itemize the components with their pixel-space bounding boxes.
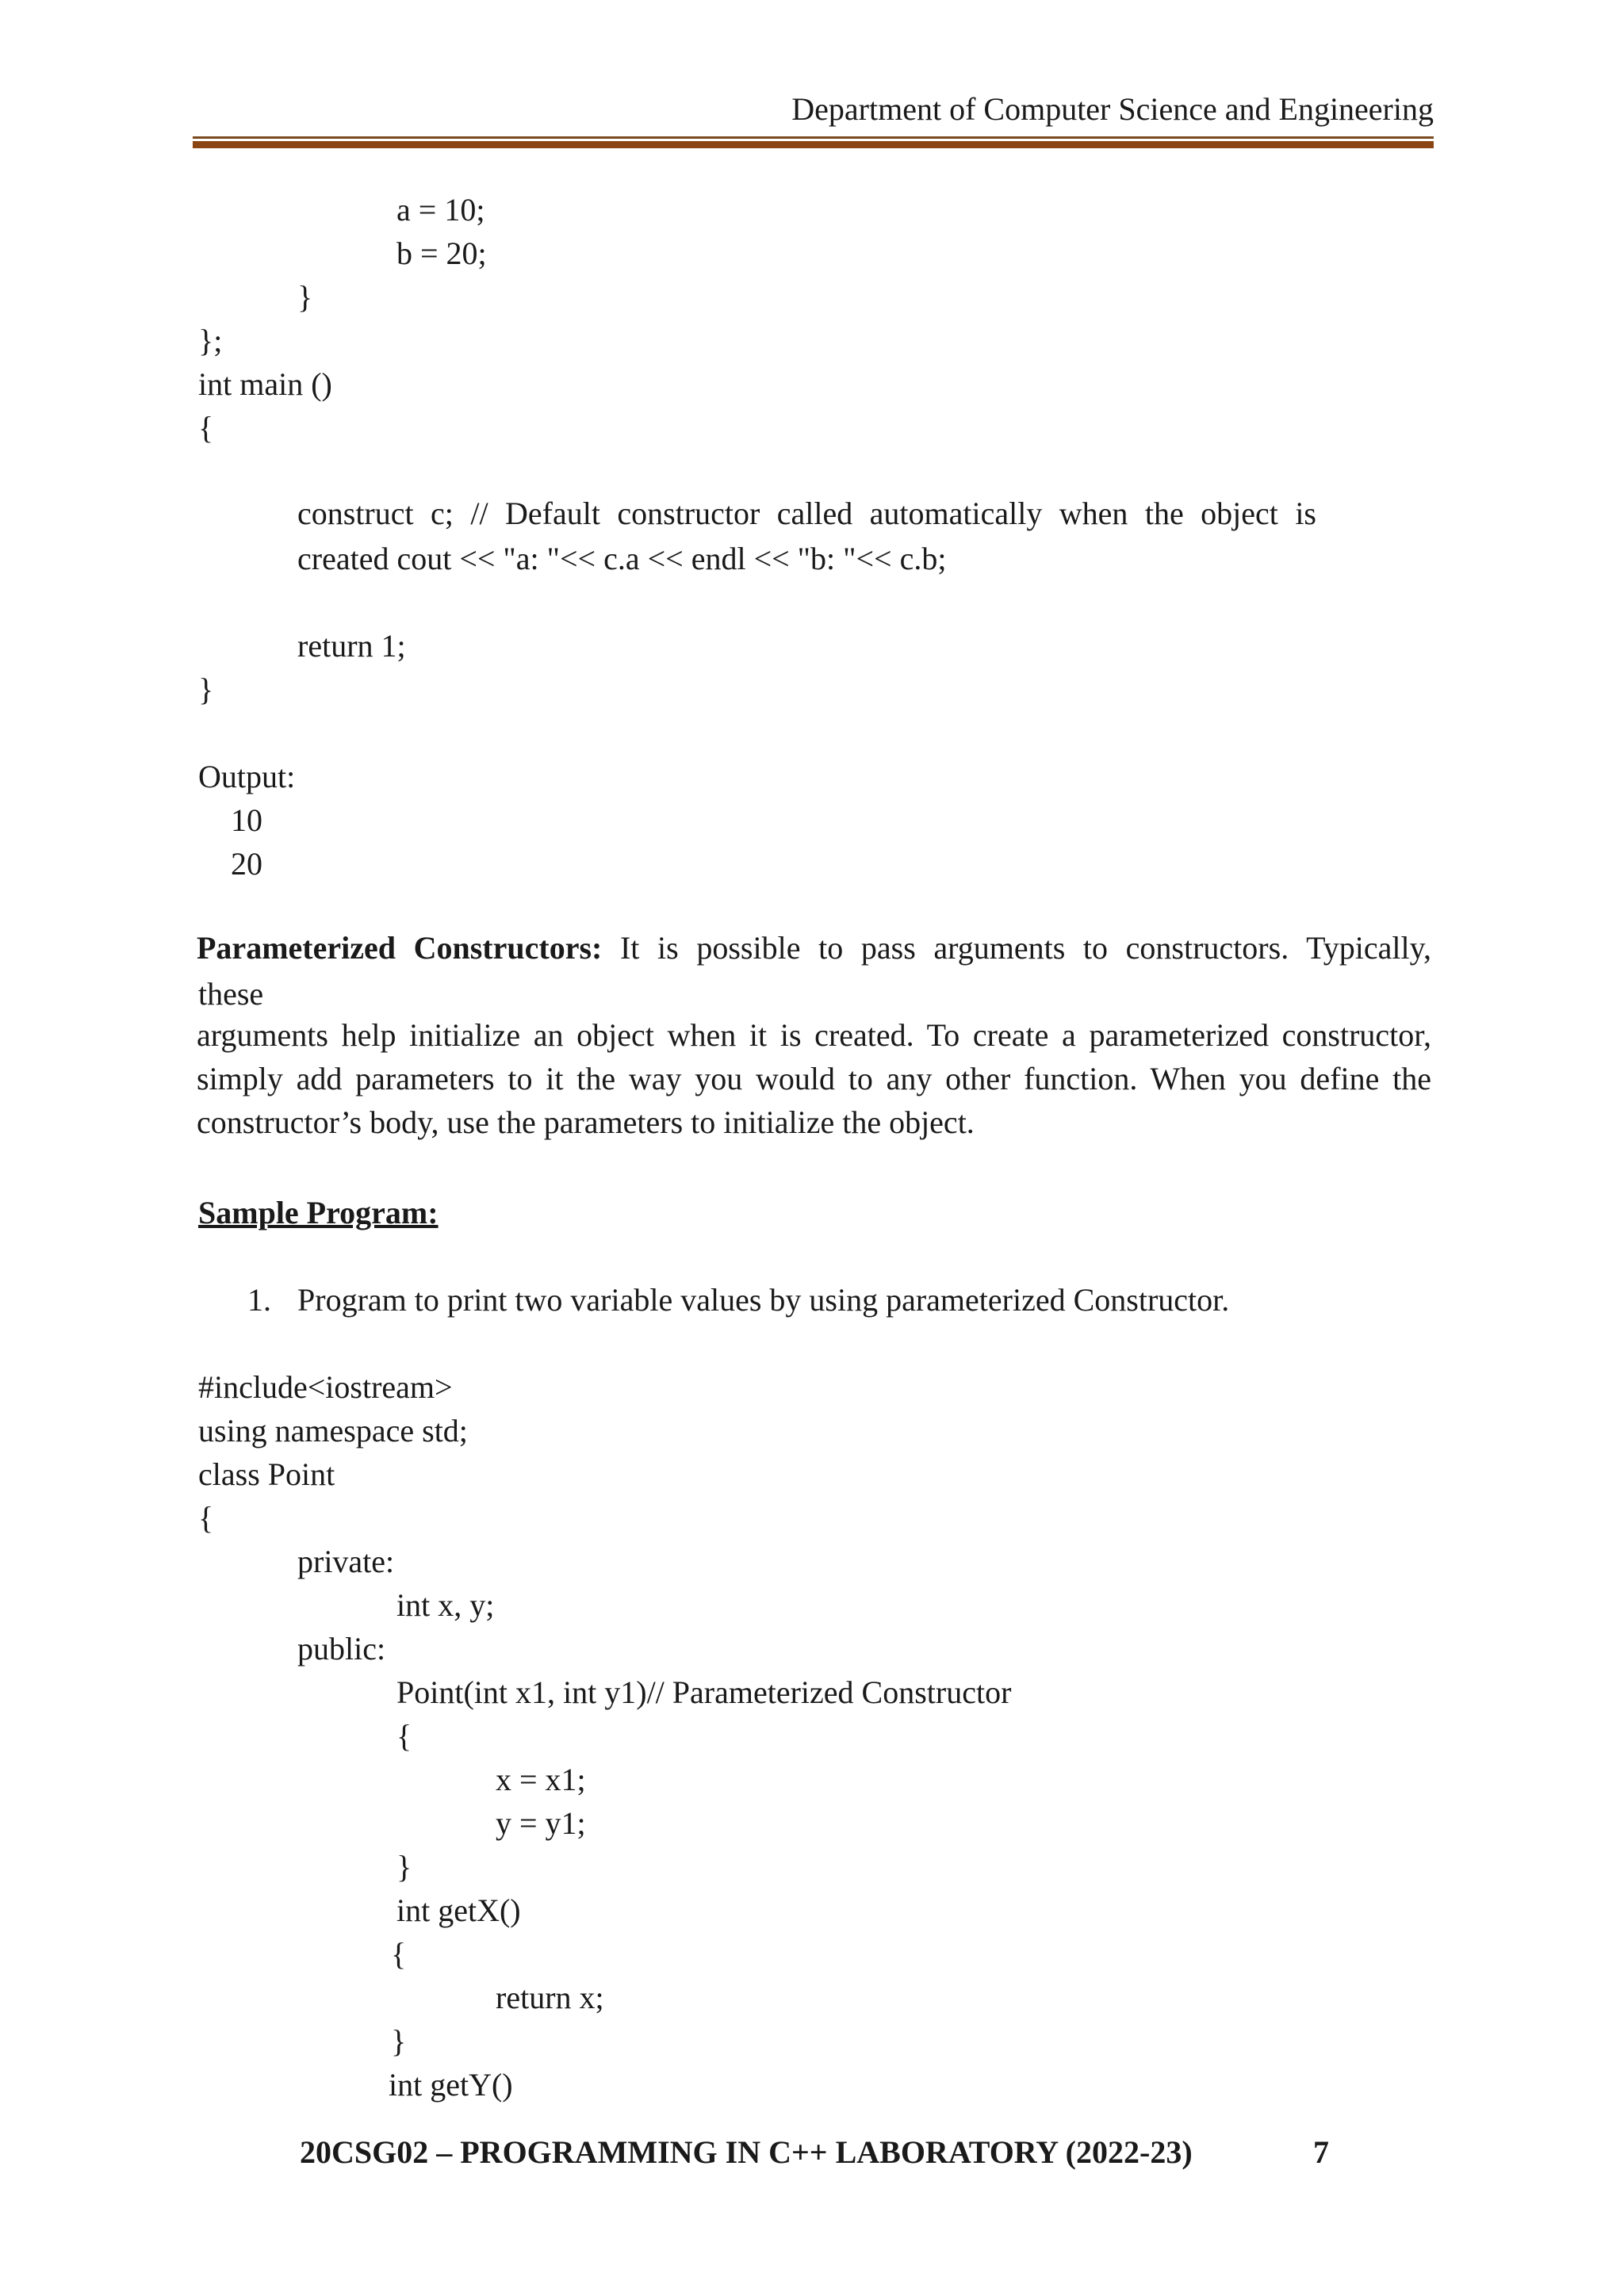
code-line: x = x1; [496,1762,586,1797]
code-line: } [391,2023,407,2059]
code-line: b = 20; [396,235,487,271]
page-number: 7 [1313,2134,1329,2170]
code-line: { [391,1936,407,1972]
code-line: int x, y; [396,1587,495,1623]
code-line: #include<iostream> [198,1369,453,1405]
code-line: y = y1; [496,1805,586,1841]
code-line: { [198,1500,214,1536]
code-line: created cout << "a: "<< c.a << endl << "b: "<< c.b; [297,541,947,576]
param-constructors-line1 [197,926,1431,970]
code-line: int main () [198,366,332,402]
header-divider-thick [193,141,1434,148]
header-divider-thin [193,136,1434,139]
code-line: class Point [198,1456,335,1492]
code-line: return x; [496,1980,604,2015]
code-line: } [297,279,313,315]
code-line: { [198,410,214,446]
param-constructors-line2: these [198,976,264,1012]
param-constructors-line3: arguments help initialize an object when it is created. To create a parameterized constructor, [197,1017,1431,1053]
output-label: Output: [198,759,296,794]
code-line: }; [198,323,223,358]
code-line: a = 10; [396,192,485,228]
code-line: Point(int x1, int y1)// Parameterized Constructor [396,1674,1012,1710]
param-constructors-term: Parameterized Constructors: [197,930,603,966]
footer-course-title: 20CSG02 – PROGRAMMING IN C++ LABORATORY (2022-23) [300,2134,1193,2170]
code-line: construct c; // Default constructor called automatically when the object is [297,496,1316,531]
header-department: Department of Computer Science and Engineering [791,91,1434,127]
code-line: using namespace std; [198,1413,468,1448]
code-line: int getX() [396,1892,521,1928]
code-line: int getY() [389,2067,513,2103]
code-line: public: [297,1631,386,1667]
param-constructors-line5: constructor’s body, use the parameters to initialize the object. [197,1104,975,1140]
param-constructors-text: It is possible to pass arguments to constructors. Typically, [602,930,1431,966]
code-line: } [198,672,214,707]
code-line: private: [297,1544,395,1579]
list-item-text: Program to print two variable values by using parameterized Constructor. [297,1282,1230,1318]
output-value: 10 [231,802,262,838]
output-value: 20 [231,846,262,882]
param-constructors-line4: simply add parameters to it the way you would to any other function. When you define the [197,1061,1431,1096]
code-line: return 1; [297,628,406,664]
sample-program-heading: Sample Program: [198,1195,439,1230]
list-item-number: 1. [247,1282,271,1318]
code-line: } [396,1849,412,1885]
code-line: { [396,1718,412,1754]
